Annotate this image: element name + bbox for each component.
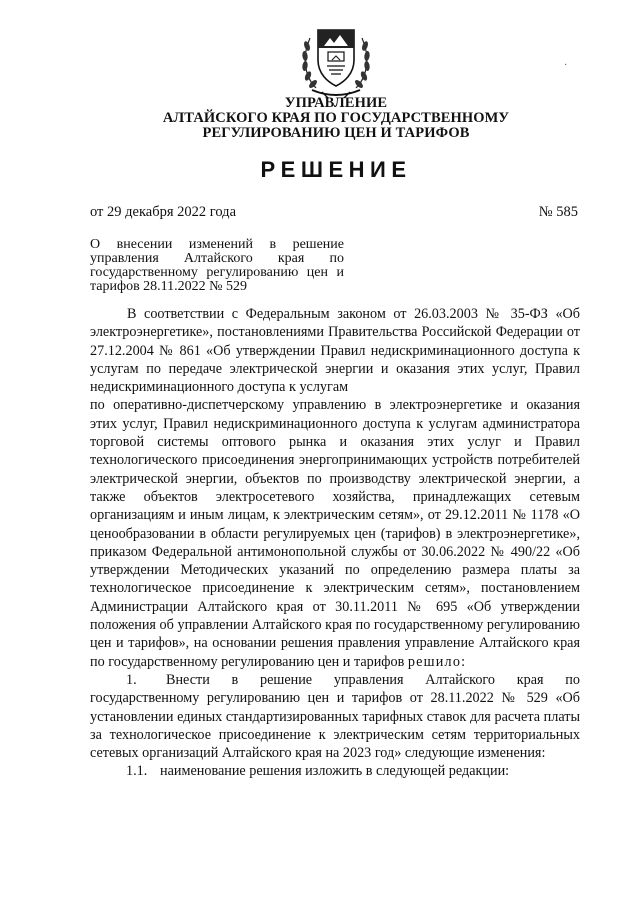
document-date: от 29 декабря 2022 года [90, 204, 236, 220]
list-item-1-1 [90, 762, 580, 780]
item-1-1-number: 1.1. [126, 763, 148, 780]
resolve-word: решило: [407, 653, 467, 670]
coat-of-arms-emblem [298, 16, 374, 102]
document-title: РЕШЕНИЕ [260, 157, 412, 182]
item-1-text: Внести в решение управления Алтайского края по государственному регулированию цен и тарифов от 28.11.2022 № 529 «Об установлении единых стандартизированных тарифных ставок для расчета платы за технологическое присоединение к электрическим сетям территориальных сетевых организаций Алтайского края на 2023 год» следующие изменения: [90, 671, 580, 762]
header-line-2: АЛТАЙСКОГО КРАЯ ПО ГОСУДАРСТВЕННОМУ [162, 110, 510, 126]
preamble-paragraph-1: В соответствии с Федеральным законом от 26.03.2003 № 35-ФЗ «Об электроэнергетике», постановлениями Правительства Российской Федерации от 27.12.2004 № 861 «Об утверждении Правил недискриминационного доступа к услугам по передаче электрической энергии и оказания этих услуг, Правил недискриминационного доступа к услугам [90, 306, 580, 396]
header-line-1: УПРАВЛЕНИЕ [284, 95, 388, 111]
document-body [90, 305, 580, 781]
organization-header [60, 96, 612, 141]
document-number: № 585 [538, 204, 578, 220]
item-1-number: 1. [126, 671, 137, 688]
header-line-3: РЕГУЛИРОВАНИЮ ЦЕН И ТАРИФОВ [202, 125, 470, 141]
document-subject: О внесении изменений в решение управления Алтайского края по государственному регулированию цен и тарифов 28.11.2022 № 529 [90, 237, 344, 294]
preamble-paragraph-2 [90, 396, 580, 670]
preamble-text: по оперативно-диспетчерскому управлению в электроэнергетике и оказания этих услуг, Правил недискриминационного доступа к услугам администратора торговой системы оптового рынка и оказания этих услуг и Правил технологического присоединения энергопринимающих устройств потребителей электрической энергии, объектов по производству электрической энергии, а также объектов электросетевого хозяйства, принадлежащих сетевым организациям и иным лицам, к электрическим сетям», от 29.12.2011 № 1178 «О ценообразовании в области регулируемых цен (тарифов) в электроэнергетике», приказом Федеральной антимонопольной службы от 30.06.2022 № 490/22 «Об утверждении Методических указаний по определению размера платы за технологическое присоединение к электрическим сетям», постановлением Администрации Алтайского края от 30.11.2011 № 695 «Об утверждении положения об управлении Алтайского края по государственному регулированию цен и тарифов», на основании решения правления управление Алтайского края по государственному регулированию цен и тарифов [90, 397, 580, 670]
item-1-1-text: наименование решения изложить в следующей редакции: [160, 763, 510, 780]
emblem-graphic [298, 16, 374, 102]
list-item-1 [90, 671, 580, 762]
scan-speck: · [564, 60, 568, 71]
